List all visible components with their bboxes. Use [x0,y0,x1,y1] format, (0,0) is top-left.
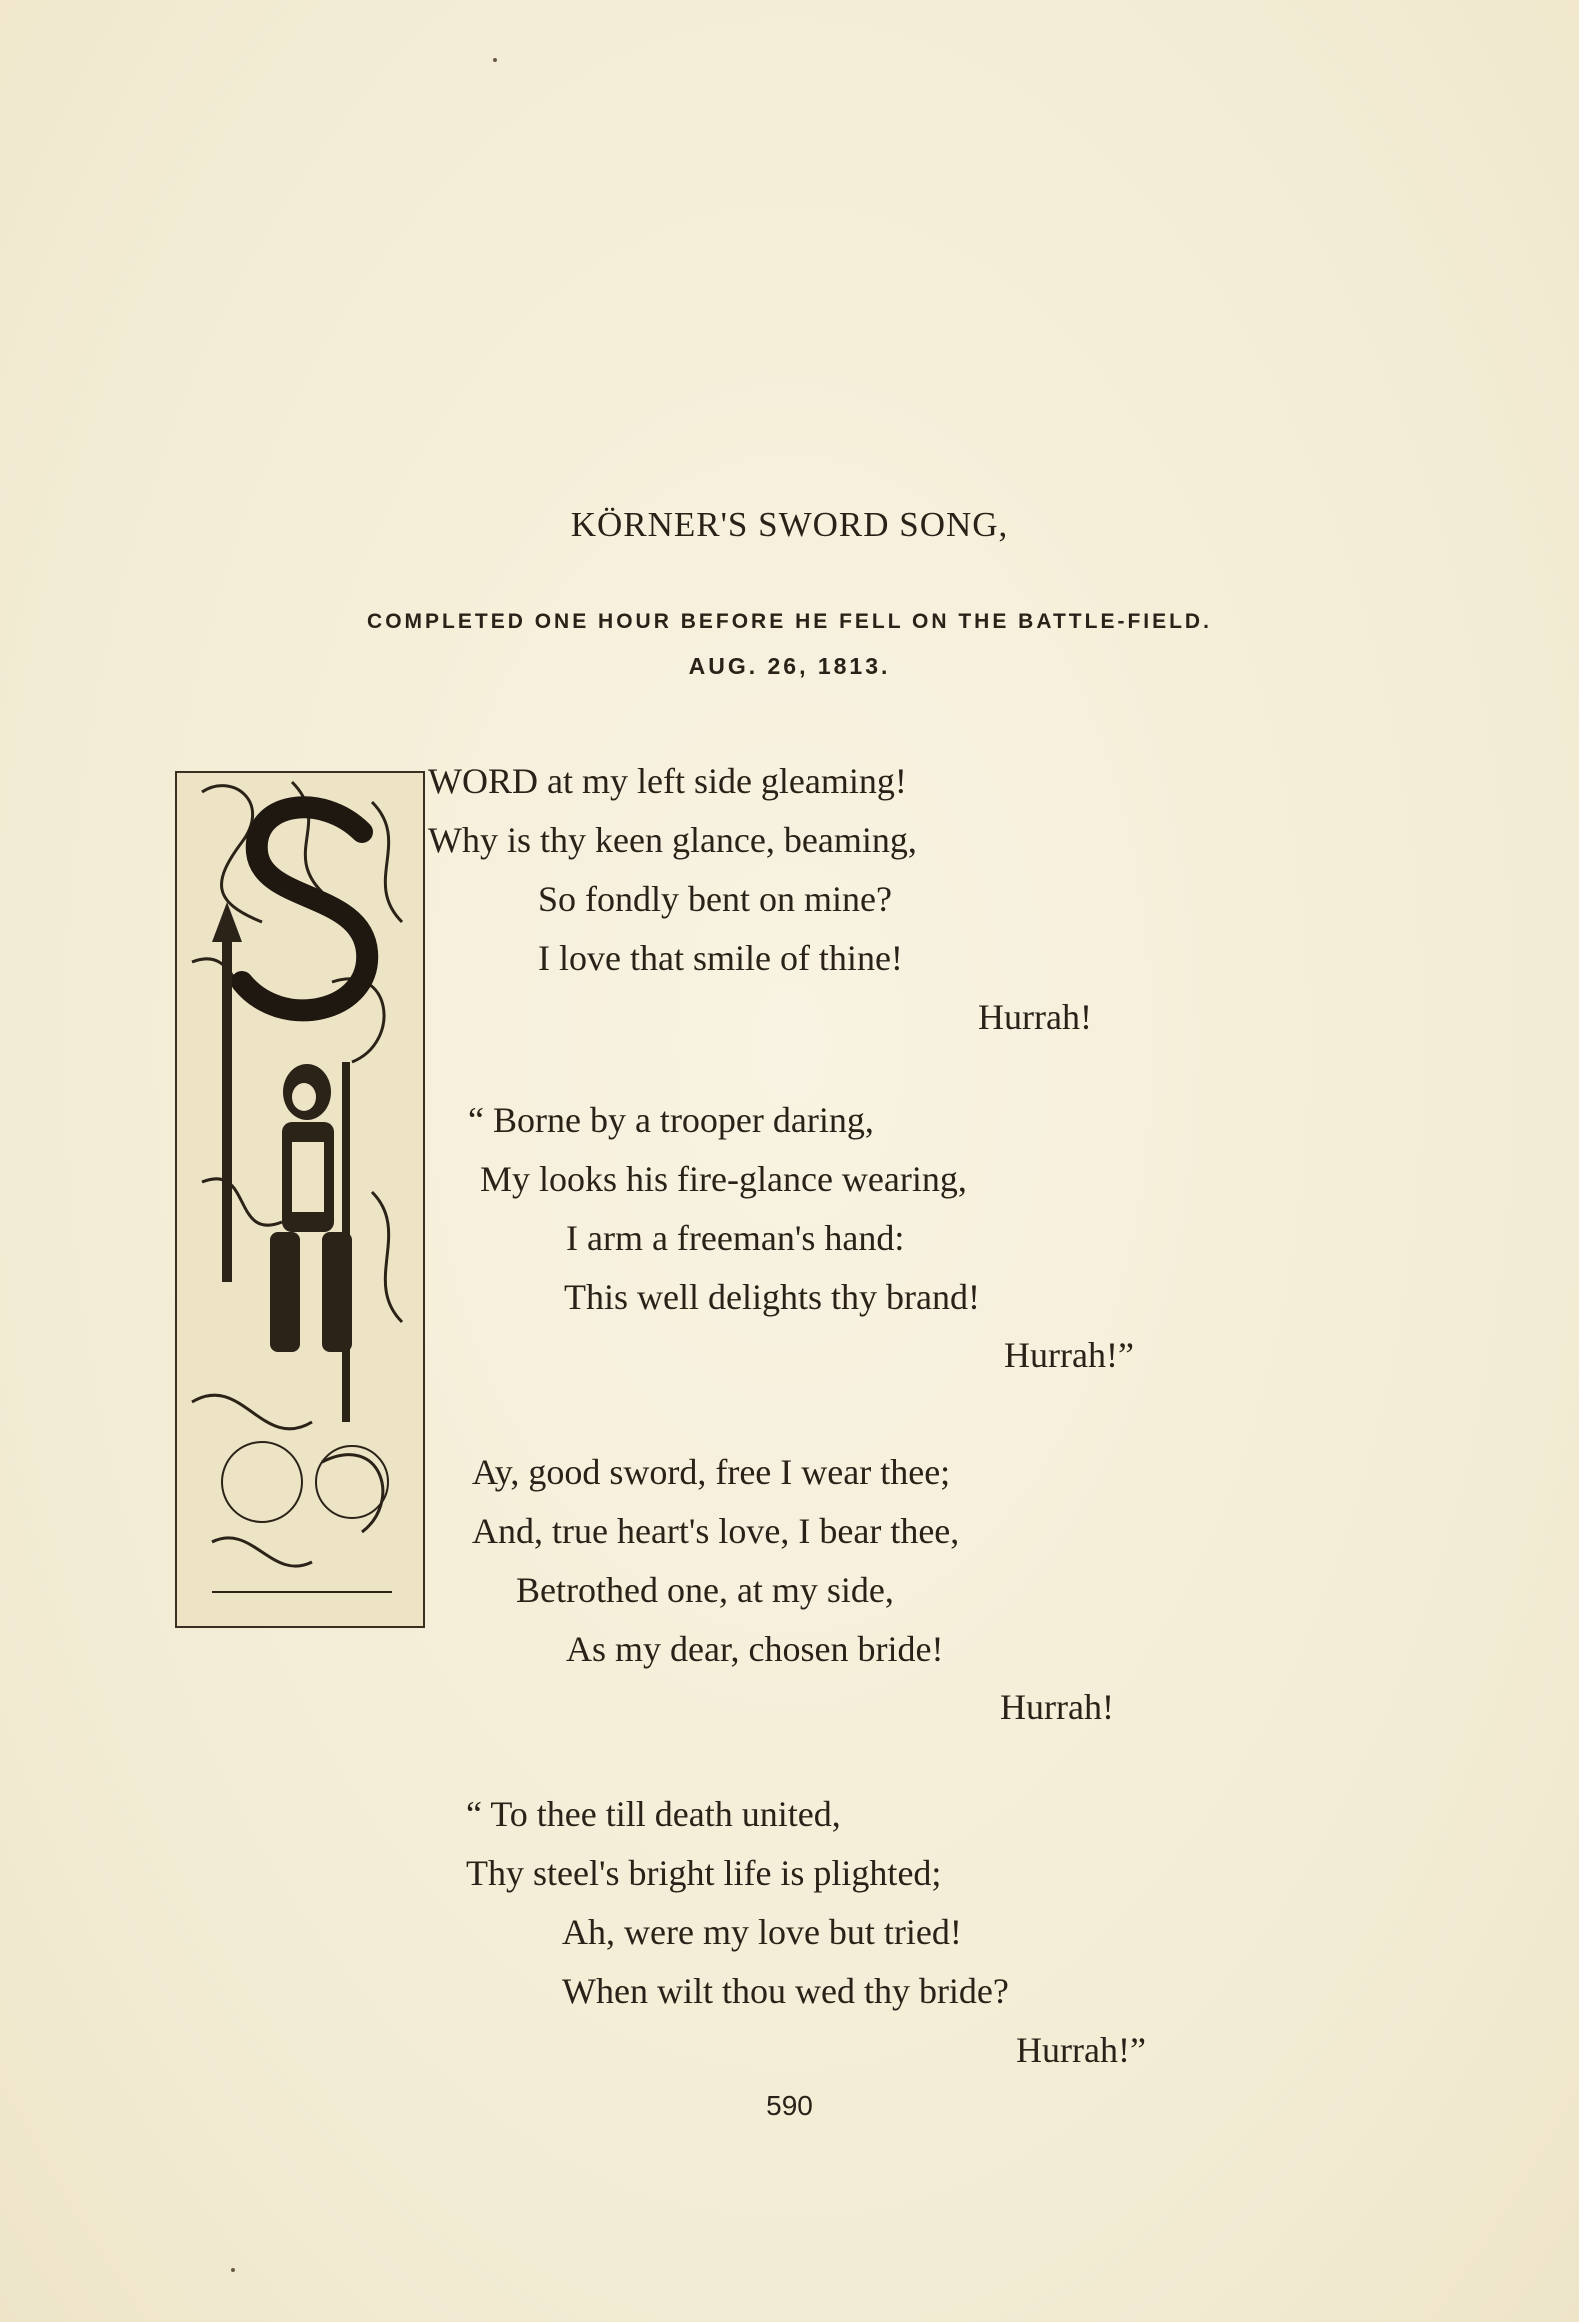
stanza-3-line-4: As my dear, chosen bride! [566,1629,944,1669]
poem-title: KÖRNER'S SWORD SONG, [570,505,1009,544]
poem-subtitle: COMPLETED ONE HOUR BEFORE HE FELL ON THE BATTLE-FIELD. [367,610,1212,633]
stanza-1-line-2: Why is thy keen glance, beaming, [428,820,917,860]
stanza-3-line-1: Ay, good sword, free I wear thee; [472,1452,951,1492]
page-number: 590 [766,2090,813,2121]
stanza-3-line-2: And, true heart's love, I bear thee, [472,1511,960,1551]
stanza-2-line-1: “ Borne by a trooper daring, [468,1100,874,1140]
stanza-1-refrain: Hurrah! [978,997,1092,1037]
stanza-2-line-3: I arm a freeman's hand: [566,1218,905,1258]
stanza-1-line-3: So fondly bent on mine? [538,879,892,919]
stanza-4-line-4: When wilt thou wed thy bride? [562,1971,1009,2011]
stanza-3-line-3: Betrothed one, at my side, [516,1570,894,1610]
stanza-4-refrain: Hurrah!” [1016,2030,1146,2070]
stanza-2-line-4: This well delights thy brand! [564,1277,980,1317]
paper-speck [231,2268,235,2272]
stanza-2-line-2: My looks his fire-glance wearing, [480,1159,967,1199]
decorated-initial-s-illustration [172,762,428,1642]
stanza-3-refrain: Hurrah! [1000,1687,1114,1727]
stanza-4-line-1: “ To thee till death united, [466,1794,841,1834]
stanza-1-line-4: I love that smile of thine! [538,938,903,978]
paper-speck [493,58,497,62]
poem-date: AUG. 26, 1813. [688,653,891,679]
stanza-1-line-1: WORD at my left side gleaming! [428,761,907,801]
stanza-4-line-3: Ah, were my love but tried! [562,1912,962,1952]
stanza-2-refrain: Hurrah!” [1004,1335,1134,1375]
stanza-4-line-2: Thy steel's bright life is plighted; [466,1853,942,1893]
